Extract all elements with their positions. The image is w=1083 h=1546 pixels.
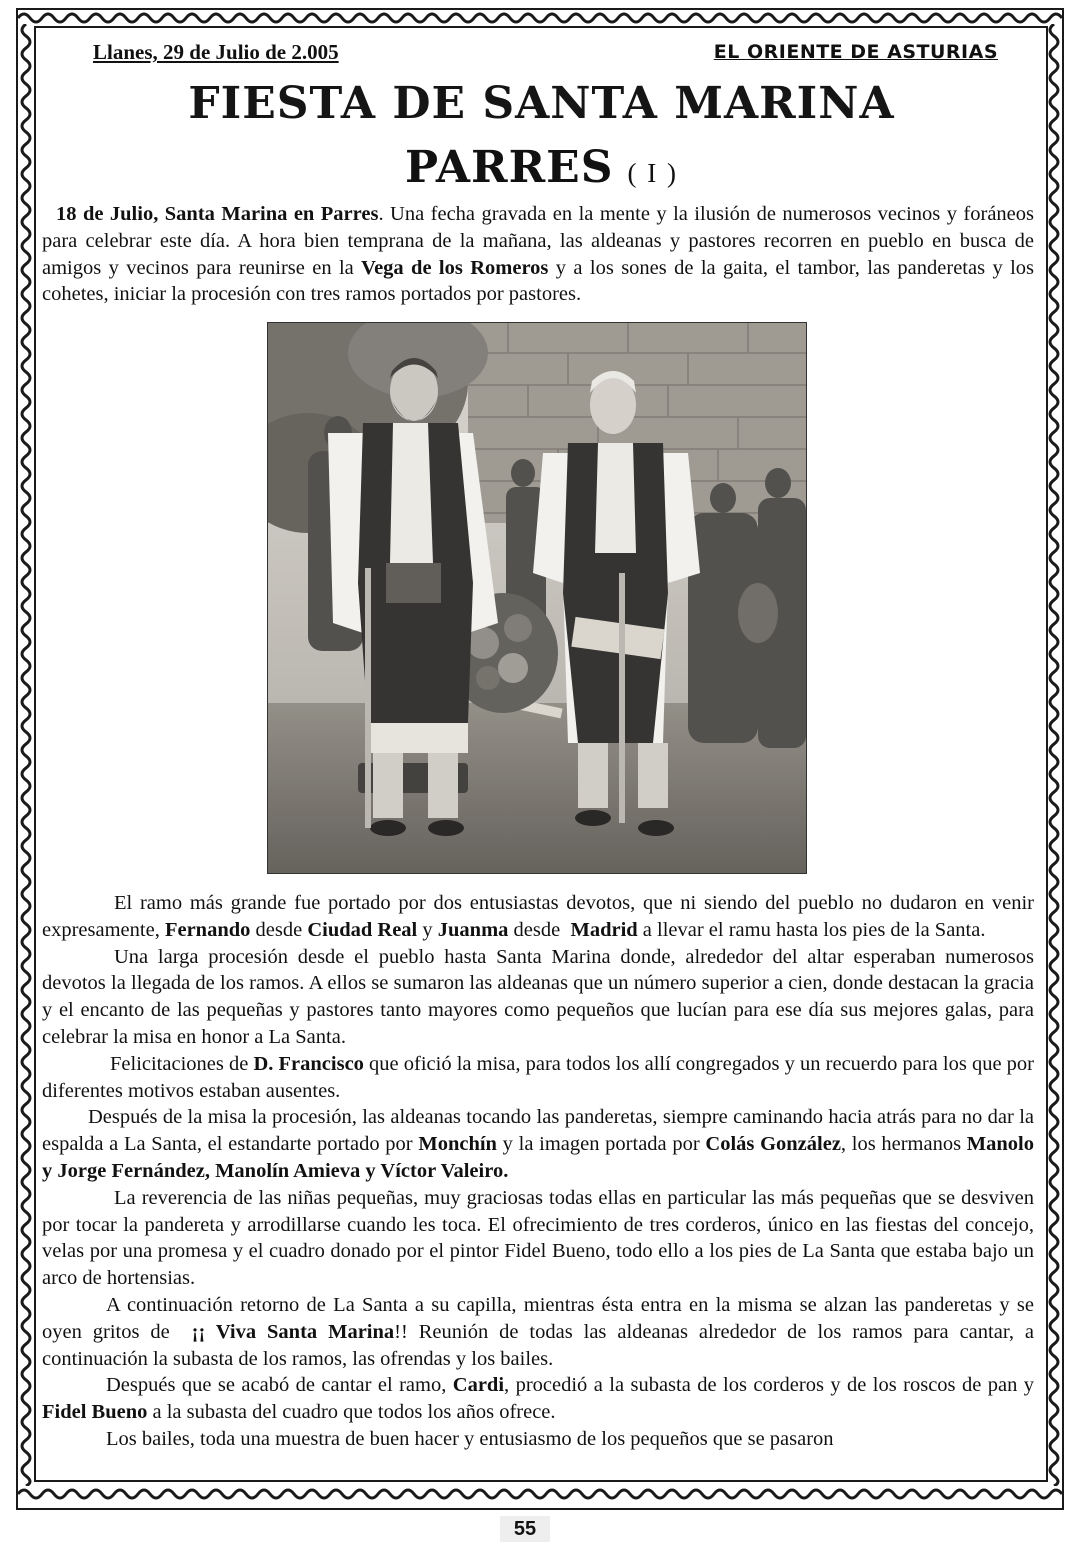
intro-paragraph — [42, 201, 1034, 308]
page-number: 55 — [500, 1516, 550, 1542]
intro-text-end: y a los sones de la gaita, el tambor, las panderetas y los cohetes, iniciar la procesión con tres ramos portados por pastores. — [42, 256, 1034, 306]
header-date: Llanes, 29 de Julio de 2.005 — [93, 40, 339, 64]
wavy-border-right — [1046, 24, 1062, 1486]
paragraph-retorno: A continuación retorno de La Santa a su capilla, mientras ésta entra en la misma se alzan las panderetas y se oyen gritos de ¡¡ Viva Santa Marina!! Reunión de todas las aldeanas alrededor de los ramos para cantar, a continuación la subasta de los ramos, las ofrendas y los bailes. — [42, 1293, 1040, 1370]
paragraph-reverencia: La reverencia de las niñas pequeñas, muy graciosas todas ellas en particular las más pequeñas que se desviven por tocar la pandereta y arrodillarse cuando les toca. El ofrecimiento de tres corderos, único en las fiestas del concejo, velas por una promesa y el cuadro donado por el pintor Fidel Bueno, todo ello a los pies de La Santa que estaba bajo un arco de hortensias. — [42, 1186, 1034, 1290]
article-subtitle — [0, 142, 1083, 193]
newspaper-name: EL ORIENTE DE ASTURIAS — [713, 41, 998, 63]
paragraph-ramo: El ramo más grande fue portado por dos entusiastas devotos, que ni siendo del pueblo no dudaron en venir expresamente, Fernando desde Ciudad Real y Juanma desde Madrid a llevar el ramu hasta los pies de la Santa. — [42, 892, 1034, 941]
article-photo — [267, 322, 807, 874]
paragraph-subasta: Después que se acabó de cantar el ramo, Cardi, procedió a la subasta de los corderos y de los roscos de pan y Fidel Bueno a la subasta del cuadro que todos los años ofrece. — [42, 1374, 1034, 1424]
paragraph-bailes: Los bailes, toda una muestra de buen hacer y entusiasmo de los pequeños que se pasaron — [106, 1427, 834, 1450]
intro-place: Vega de los Romeros — [361, 256, 549, 279]
photo-illustration — [268, 323, 806, 873]
wavy-border-bottom — [18, 1486, 1062, 1502]
paragraph-procesion: Una larga procesión desde el pueblo hasta Santa Marina donde, alrededor del altar esperaban numerosos devotos la llegada de los ramos. A ellos se sumaron las aldeanas que un número superior a cien, donde destacan la gracia y el encanto de las pequeñas y pastores tanto mayores como pequeños que lucían para ese día sus mejores galas, para celebrar la misa en honor a La Santa. — [42, 945, 1034, 1048]
article-title: FIESTA DE SANTA MARINA — [188, 78, 895, 129]
intro-lead: 18 de Julio, Santa Marina en Parres — [56, 203, 379, 225]
subtitle-place: PARRES — [405, 142, 614, 193]
wavy-border-top — [18, 10, 1062, 26]
intro-text: . Una fecha gravada en la mente y la ilusión de numerosos vecinos y foráneos para celebrar este día. A hora bien temprana de la mañana, las aldeanas y pastores recorren en pueblo en busca de amigos y vecinos para reunirse en la — [42, 203, 1034, 279]
article-body — [42, 890, 1040, 1453]
paragraph-misa: Después de la misa la procesión, las aldeanas tocando las panderetas, siempre caminando hacia atrás para no dar la espalda a La Santa, el estandarte portado por Monchín y la imagen portada por Colás González, los hermanos Manolo y Jorge Fernández, Manolín Amieva y Víctor Valeiro. — [42, 1106, 1034, 1182]
part-number: ( I ) — [627, 158, 678, 188]
wavy-border-left — [18, 24, 34, 1486]
paragraph-felicitaciones: Felicitaciones de D. Francisco que ofició la misa, para todos los allí congregados y un recuerdo para los que por diferentes motivos estaban ausentes. — [42, 1052, 1034, 1102]
